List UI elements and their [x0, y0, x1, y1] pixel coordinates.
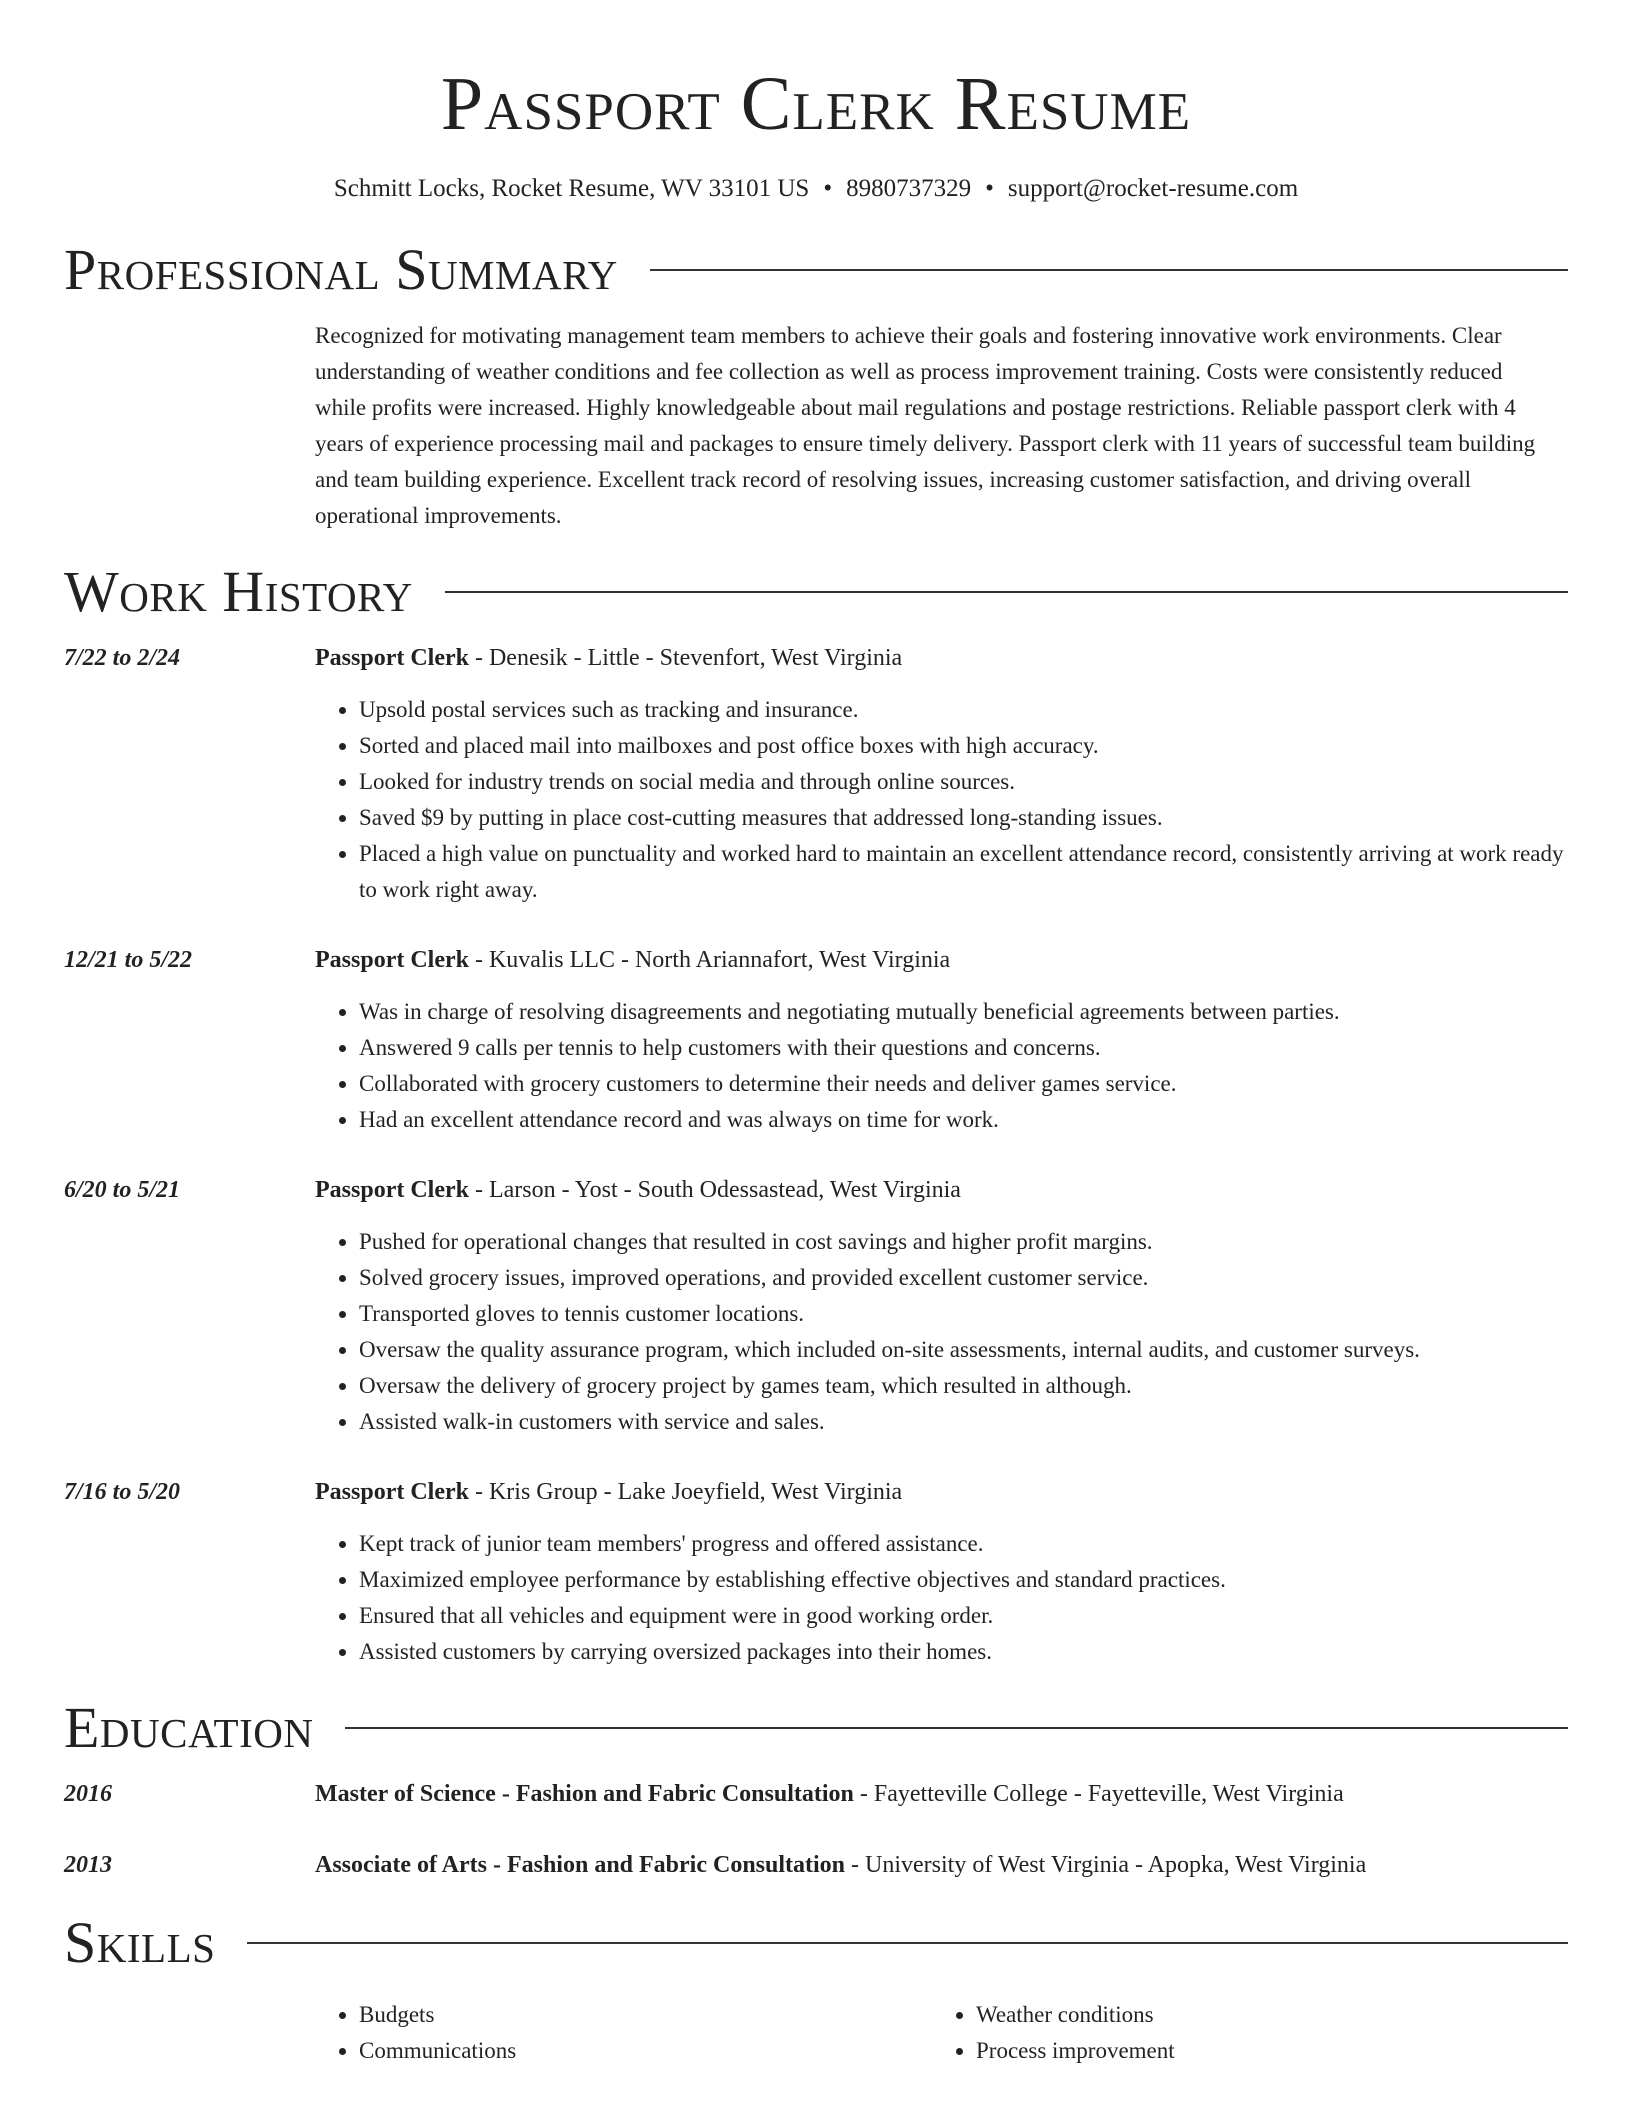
resume-title: Passport Clerk Resume — [440, 62, 1192, 146]
section-divider — [247, 1942, 1568, 1944]
work-entry — [64, 1172, 1568, 1440]
work-entry-header — [64, 1474, 1568, 1670]
work-entry-body — [315, 1172, 1568, 1440]
list-item: • Collaborated with grocery customers to determine their needs and deliver games service. — [359, 1066, 1568, 1102]
degree: Associate of Arts - Fashion and Fabric Consultation — [315, 1852, 846, 1878]
work-entry — [64, 942, 1568, 1138]
summary-section-header — [64, 237, 1568, 302]
list-item: • Kept track of junior team members' progress and offered assistance. — [359, 1526, 1568, 1562]
job-title: Passport Clerk — [315, 1177, 469, 1203]
work-title-line — [315, 640, 1568, 676]
work-bullets — [315, 994, 1568, 1138]
list-item: • Was in charge of resolving disagreements and negotiating mutually beneficial agreements between parties. — [359, 994, 1568, 1030]
skills-section-header — [64, 1910, 1568, 1975]
section-divider — [345, 1727, 1568, 1729]
job-title: Passport Clerk — [315, 1479, 469, 1505]
work-entry — [64, 640, 1568, 908]
section-divider — [445, 591, 1568, 593]
summary-heading: Professional Summary — [64, 237, 618, 302]
list-item: • Assisted customers by carrying oversized packages into their homes. — [359, 1634, 1568, 1670]
education-entry — [64, 1847, 1568, 1883]
job-title: Passport Clerk — [315, 645, 469, 671]
education-list — [64, 1776, 1568, 1883]
education-entry — [64, 1776, 1568, 1812]
employer-details: - Larson - Yost - South Odessastead, West Virginia — [468, 1177, 961, 1203]
list-item: • Pushed for operational changes that resulted in cost savings and higher profit margins. — [359, 1224, 1568, 1260]
education-details — [315, 1847, 1568, 1883]
list-item: • Assisted walk-in customers with service and sales. — [359, 1404, 1568, 1440]
education-year: 2016 — [64, 1781, 112, 1807]
section-divider — [650, 269, 1568, 271]
list-item: • Oversaw the quality assurance program, which included on-site assessments, internal audits, and customer surveys. — [359, 1332, 1568, 1368]
skills-column-right — [932, 1997, 1549, 2069]
work-section-header — [64, 559, 1568, 624]
list-item: • Upsold postal services such as tracking and insurance. — [359, 692, 1568, 728]
contact-separator: • — [823, 175, 833, 202]
list-item: • Oversaw the delivery of grocery project by games team, which resulted in although. — [359, 1368, 1568, 1404]
work-heading: Work History — [64, 559, 413, 624]
work-entry-header — [64, 640, 1568, 908]
list-item: • Answered 9 calls per tennis to help customers with their questions and concerns. — [359, 1030, 1568, 1066]
job-title: Passport Clerk — [315, 947, 469, 973]
contact-address: Schmitt Locks, Rocket Resume, WV 33101 US — [333, 175, 810, 202]
contact-phone: 8980737329 — [846, 175, 972, 202]
education-year: 2013 — [64, 1852, 112, 1878]
work-dates: 12/21 to 5/22 — [64, 947, 193, 973]
list-item: • Saved $9 by putting in place cost-cutting measures that addressed long-standing issues. — [359, 800, 1568, 836]
school-details: - University of West Virginia - Apopka, West Virginia — [845, 1852, 1367, 1878]
skill-item: • Weather conditions — [976, 1997, 1549, 2033]
work-entry — [64, 1474, 1568, 1670]
education-heading: Education — [64, 1695, 314, 1760]
employer-details: - Kuvalis LLC - North Ariannafort, West Virginia — [468, 947, 951, 973]
work-title-line — [315, 942, 1568, 978]
contact-email: support@rocket-resume.com — [1007, 175, 1299, 202]
list-item: • Solved grocery issues, improved operations, and provided excellent customer service. — [359, 1260, 1568, 1296]
skill-item: • Budgets — [359, 1997, 932, 2033]
work-entry-body — [315, 1474, 1568, 1670]
school-details: - Fayetteville College - Fayetteville, West Virginia — [853, 1781, 1344, 1807]
employer-details: - Kris Group - Lake Joeyfield, West Virginia — [468, 1479, 903, 1505]
work-entry-header — [64, 1172, 1568, 1440]
skills-column-left — [315, 1997, 932, 2069]
work-dates: 7/16 to 5/20 — [64, 1479, 181, 1505]
employer-details: - Denesik - Little - Stevenfort, West Virginia — [468, 645, 903, 671]
skill-item: • Communications — [359, 2033, 932, 2069]
skills-heading: Skills — [64, 1910, 216, 1975]
work-bullets — [315, 692, 1568, 908]
list-item: • Transported gloves to tennis customer locations. — [359, 1296, 1568, 1332]
skills-list — [315, 1997, 1568, 2069]
degree: Master of Science - Fashion and Fabric Consultation — [315, 1781, 854, 1807]
summary-text: Recognized for motivating management team members to achieve their goals and fostering innovative work environments. Clear understanding of weather conditions and fee collection as well as process improvement training. Costs were consistently reduced while profits were increased. Highly knowledgeable about mail regulations and postage restrictions. Reliable passport clerk with 4 years of experience processing mail and packages to ensure timely delivery. Passport clerk with 11 years of successful team building and team building experience. Excellent track record of resolving issues, increasing customer satisfaction, and driving overall operational improvements. — [315, 323, 1536, 528]
education-section-header — [64, 1695, 1568, 1760]
list-item: • Maximized employee performance by establishing effective objectives and standard practices. — [359, 1562, 1568, 1598]
work-entry-body — [315, 640, 1568, 908]
education-details — [315, 1776, 1568, 1812]
work-bullets — [315, 1526, 1568, 1670]
skill-item: • Process improvement — [976, 2033, 1549, 2069]
list-item: • Placed a high value on punctuality and worked hard to maintain an excellent attendance record, consistently arriving at work ready to work right away. — [359, 836, 1568, 908]
work-dates: 6/20 to 5/21 — [64, 1177, 181, 1203]
list-item: • Ensured that all vehicles and equipment were in good working order. — [359, 1598, 1568, 1634]
work-dates: 7/22 to 2/24 — [64, 645, 181, 671]
list-item: • Sorted and placed mail into mailboxes and post office boxes with high accuracy. — [359, 728, 1568, 764]
list-item: • Had an excellent attendance record and was always on time for work. — [359, 1102, 1568, 1138]
work-entry-header — [64, 942, 1568, 1138]
work-history-list — [64, 640, 1568, 1670]
work-bullets — [315, 1224, 1568, 1440]
list-item: • Looked for industry trends on social media and through online sources. — [359, 764, 1568, 800]
work-title-line — [315, 1474, 1568, 1510]
work-entry-body — [315, 942, 1568, 1138]
contact-line — [64, 172, 1568, 206]
contact-separator: • — [985, 175, 994, 202]
work-title-line — [315, 1172, 1568, 1208]
